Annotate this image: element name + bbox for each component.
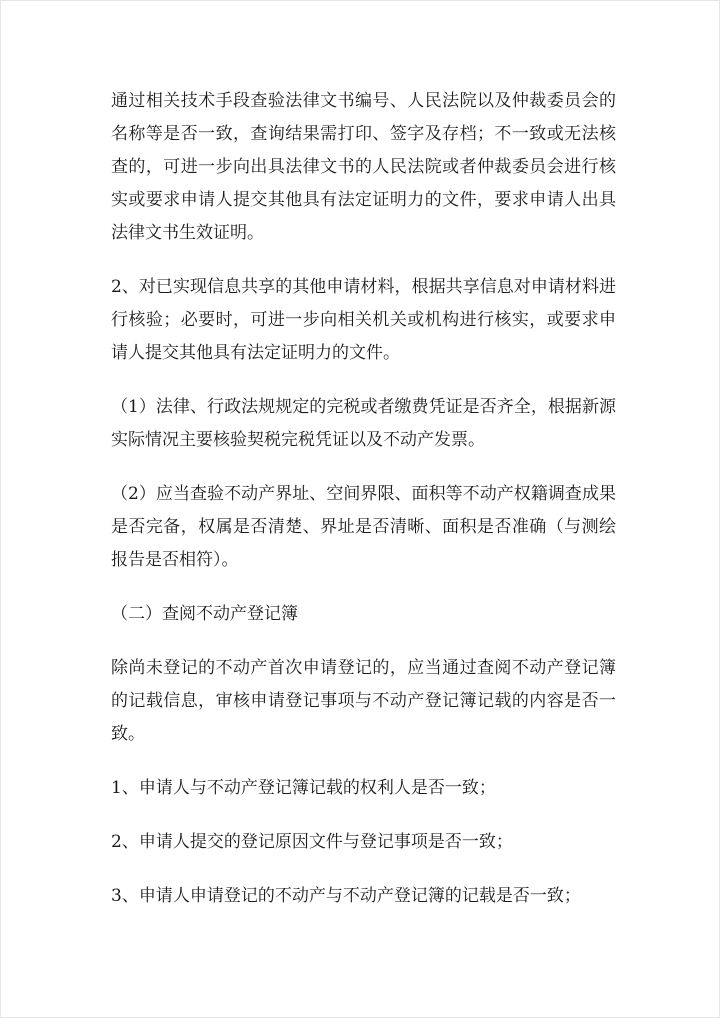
paragraph-verify-legal-documents: 通过相关技术手段查验法律文书编号、人民法院以及仲裁委员会的名称等是否一致，查询结果需打印、签字及存档；不一致或无法核查的，可进一步向出具法律文书的人民法院或者仲裁委员会进行核实或要求申请人提交其他具有法定证明力的文件，要求申请人出具法律文书生效证明。 — [111, 91, 616, 243]
list-item-2-registration-cause: 2、申请人提交的登记原因文件与登记事项是否一致； — [111, 832, 513, 852]
paragraph-sub-item-2-boundaries: （2）应当查验不动产界址、空间界限、面积等不动产权籍调查成果是否完备，权属是否清楚、界址是否清晰、面积是否准确（与测绘报告是否相符）。 — [111, 484, 616, 570]
list-item-3-property-record: 3、申请人申请登记的不动产与不动产登记簿的记载是否一致； — [111, 886, 581, 906]
paragraph-sub-item-1-tax-receipts: （1）法律、行政法规规定的完税或者缴费凭证是否齐全，根据新源实际情况主要核验契税完税凭证以及不动产发票。 — [111, 397, 616, 450]
section-heading-register-lookup: （二）查阅不动产登记簿 — [111, 604, 298, 624]
document-body — [111, 85, 616, 934]
paragraph-register-consistency: 除尚未登记的不动产首次申请登记的，应当通过查阅不动产登记簿的记载信息，审核申请登记事项与不动产登记簿记载的内容是否一致。 — [111, 658, 616, 744]
paragraph-item-2-shared-info: 2、对已实现信息共享的其他申请材料，根据共享信息对申请材料进行核验；必要时，可进一步向相关机关或机构进行核实，或要求申请人提交其他具有法定证明力的文件。 — [111, 277, 616, 363]
list-item-1-right-holder: 1、申请人与不动产登记簿记载的权利人是否一致； — [111, 778, 496, 798]
